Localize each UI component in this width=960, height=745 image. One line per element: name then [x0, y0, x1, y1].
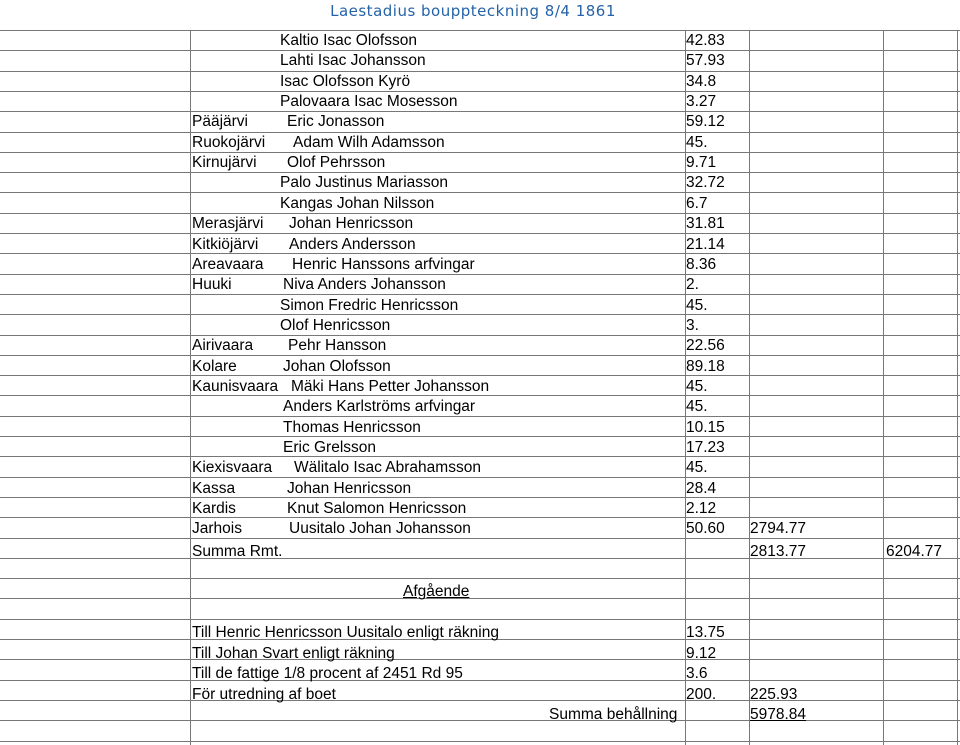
afgaende-total: 225.93: [750, 685, 798, 703]
afgaende-amount: 200.: [686, 685, 717, 703]
name-cell: Thomas Henricsson: [283, 418, 421, 436]
place-cell: Kitkiöjärvi: [192, 235, 259, 253]
place-cell: Merasjärvi: [192, 215, 264, 233]
place-cell: Kaunisvaara: [192, 377, 279, 395]
place-cell: Pääjärvi: [192, 113, 248, 131]
place-cell: Kirnujärvi: [192, 154, 257, 172]
name-cell: Kangas Johan Nilsson: [280, 194, 435, 212]
amount-cell: 89.18: [686, 357, 725, 375]
table-row: [0, 152, 960, 172]
name-cell: Knut Salomon Henricsson: [287, 500, 467, 518]
table-row: [0, 254, 960, 274]
name-cell: Eric Jonasson: [287, 113, 385, 131]
name-cell: Johan Henricsson: [289, 215, 414, 233]
amount-cell: 31.81: [686, 215, 725, 233]
summa-row: [0, 541, 960, 561]
table-row: [0, 91, 960, 111]
amount-cell: 45.: [686, 459, 708, 477]
table-row: [0, 478, 960, 498]
amount-cell: 2.: [686, 276, 699, 294]
name-cell: Palovaara Isac Mosesson: [280, 93, 458, 111]
place-cell: Airivaara: [192, 337, 254, 355]
place-cell: Kardis: [192, 500, 236, 518]
place-cell: Kolare: [192, 357, 237, 375]
table-row: [0, 274, 960, 294]
amount-cell: 2.12: [686, 500, 717, 518]
amount-cell: 45.: [686, 296, 708, 314]
name-cell: Anders Karlströms arfvingar: [283, 398, 476, 416]
amount-cell: 45.: [686, 377, 708, 395]
amount-cell: 28.4: [686, 479, 717, 497]
name-cell: Palo Justinus Mariasson: [280, 174, 448, 192]
afgaende-row: [0, 643, 960, 663]
table-row: [0, 132, 960, 152]
document-title: Laestadius bouppteckning 8/4 1861: [330, 2, 616, 20]
name-cell: Kaltio Isac Olofsson: [280, 32, 417, 49]
afgaende-text: Till de fattige 1/8 procent af 2451 Rd 95: [192, 665, 463, 682]
amount-cell: 9.71: [686, 154, 717, 172]
summa-label: Summa Rmt.: [192, 543, 283, 560]
amount-cell: 50.60: [686, 520, 725, 538]
subtotal-cell: 2794.77: [750, 520, 807, 538]
amount-cell: 17.23: [686, 439, 725, 456]
name-cell: Simon Fredric Henricsson: [280, 296, 459, 314]
row-divider: [0, 578, 960, 579]
afgaende-text: För utredning af boet: [192, 685, 336, 703]
table-row: [0, 30, 960, 50]
afgaende-text: Till Henric Henricsson Uusitalo enligt räkning: [192, 624, 499, 641]
table-row: [0, 396, 960, 416]
behallning-label: Summa behållning: [549, 706, 678, 723]
place-cell: Huuki: [192, 276, 232, 294]
name-cell: Henric Hanssons arfvingar: [292, 255, 475, 273]
row-divider: [0, 619, 960, 620]
summa-grand-total: 6204.77: [886, 543, 943, 560]
table-row: [0, 111, 960, 131]
spreadsheet: [0, 30, 960, 745]
table-row: [0, 457, 960, 477]
place-cell: Ruokojärvi: [192, 133, 266, 151]
amount-cell: 57.93: [686, 52, 725, 70]
name-cell: Olof Pehrsson: [287, 154, 386, 172]
amount-cell: 34.8: [686, 72, 717, 90]
name-cell: Uusitalo Johan Johansson: [289, 520, 471, 538]
table-row: [0, 295, 960, 315]
afgaende-row: [0, 663, 960, 683]
table-row: [0, 376, 960, 396]
amount-cell: 8.36: [686, 255, 717, 273]
table-row: [0, 193, 960, 213]
afgaende-row: [0, 684, 960, 704]
amount-cell: 21.14: [686, 235, 725, 253]
table-row: [0, 71, 960, 91]
place-cell: Areavaara: [192, 255, 264, 273]
name-cell: Isac Olofsson Kyrö: [280, 72, 411, 90]
table-row: [0, 50, 960, 70]
name-cell: Olof Henricsson: [280, 316, 391, 334]
name-cell: Johan Olofsson: [283, 357, 391, 375]
name-cell: Pehr Hansson: [288, 337, 387, 355]
name-cell: Mäki Hans Petter Johansson: [291, 377, 490, 395]
name-cell: Eric Grelsson: [283, 439, 377, 456]
table-row: [0, 417, 960, 437]
table-row: [0, 518, 960, 538]
amount-cell: 6.7: [686, 194, 708, 212]
afgaende-amount: 13.75: [686, 624, 725, 641]
place-cell: Kiexisvaara: [192, 459, 273, 477]
amount-cell: 59.12: [686, 113, 725, 131]
place-cell: Kassa: [192, 479, 236, 497]
summa-total: 2813.77: [750, 543, 807, 560]
name-cell: Lahti Isac Johansson: [280, 52, 426, 70]
amount-cell: 45.: [686, 398, 708, 416]
amount-cell: 3.: [686, 316, 699, 334]
amount-cell: 22.56: [686, 337, 725, 355]
table-row: [0, 437, 960, 457]
table-row: [0, 172, 960, 192]
table-row: [0, 234, 960, 254]
table-row: [0, 315, 960, 335]
amount-cell: 32.72: [686, 174, 725, 192]
afgaende-amount: 3.6: [686, 665, 708, 682]
place-cell: Jarhois: [192, 520, 242, 538]
name-cell: Wälitalo Isac Abrahamsson: [294, 459, 481, 477]
name-cell: Niva Anders Johansson: [283, 276, 446, 294]
row-divider: [0, 598, 960, 599]
amount-cell: 3.27: [686, 93, 717, 111]
afgaende-heading: Afgående: [403, 583, 470, 600]
amount-cell: 10.15: [686, 418, 725, 436]
behallning-value: 5978.84: [750, 706, 807, 723]
name-cell: Anders Andersson: [289, 235, 416, 253]
name-cell: Adam Wilh Adamsson: [293, 133, 445, 151]
table-row: [0, 213, 960, 233]
behallning-row: [0, 704, 960, 724]
table-row: [0, 335, 960, 355]
table-row: [0, 356, 960, 376]
amount-cell: 42.83: [686, 32, 725, 49]
amount-cell: 45.: [686, 133, 708, 151]
afgaende-amount: 9.12: [686, 644, 717, 662]
afgaende-text: Till Johan Svart enligt räkning: [192, 644, 395, 662]
name-cell: Johan Henricsson: [287, 479, 412, 497]
afgaende-row: [0, 622, 960, 642]
table-row: [0, 498, 960, 518]
row-divider: [0, 741, 960, 742]
